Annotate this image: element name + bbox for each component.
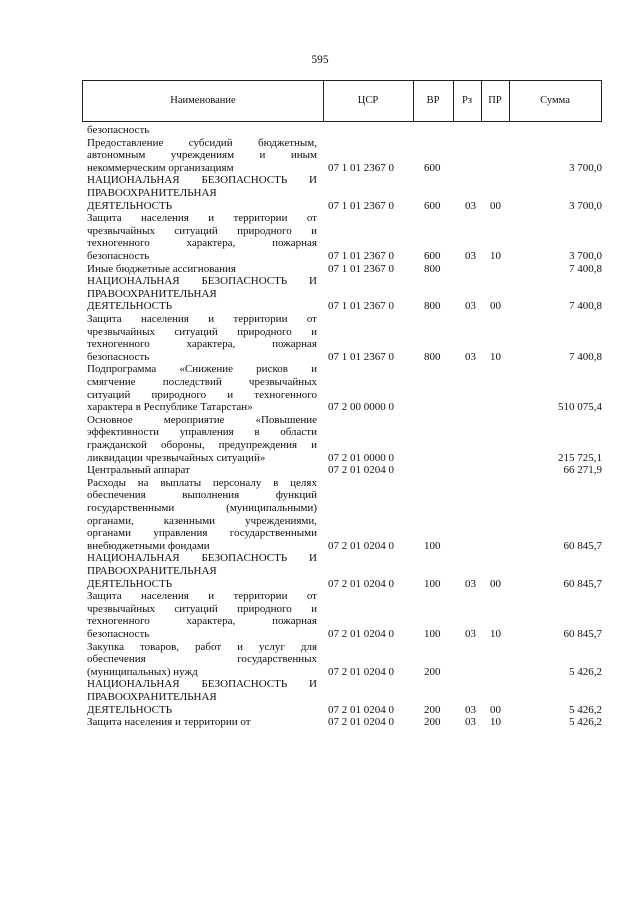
row-vr: 100	[424, 539, 441, 552]
row-name-line: безопасность	[87, 249, 150, 262]
row-name	[87, 124, 317, 137]
table-row	[82, 716, 602, 729]
row-sum: 3 700,0	[569, 161, 602, 174]
row-name-line: ПРАВООХРАНИТЕЛЬНАЯ	[87, 690, 217, 703]
row-name	[87, 716, 317, 729]
row-name	[87, 477, 317, 553]
row-name-line: НАЦИОНАЛЬНАЯ БЕЗОПАСНОСТЬ И	[87, 275, 317, 288]
header-name: Наименование	[170, 95, 236, 106]
row-name	[87, 263, 317, 276]
row-csr: 07 2 01 0204 0	[328, 716, 394, 729]
row-sum: 510 075,4	[558, 401, 602, 414]
row-name-line: ситуаций природного и техногенного	[87, 388, 317, 401]
row-name-line: внебюджетными фондами	[87, 539, 210, 552]
row-csr: 07 2 01 0204 0	[328, 703, 394, 716]
table-header	[82, 80, 602, 122]
row-name-line: (муниципальных) нужд	[87, 665, 198, 678]
row-rz: 03	[465, 350, 476, 363]
row-pr: 00	[490, 577, 501, 590]
table-row	[82, 477, 602, 553]
table-row	[82, 137, 602, 175]
row-name	[87, 678, 317, 716]
row-rz: 03	[465, 716, 476, 729]
row-sum: 215 725,1	[558, 451, 602, 464]
row-pr: 00	[490, 199, 501, 212]
row-csr: 07 1 01 2367 0	[328, 161, 394, 174]
row-name-line: Защита населения и территории от	[87, 313, 317, 325]
row-csr: 07 2 01 0204 0	[328, 539, 394, 552]
row-rz: 03	[465, 627, 476, 640]
table-row	[82, 590, 602, 640]
row-name	[87, 174, 317, 212]
row-name	[87, 464, 317, 477]
row-sum: 66 271,9	[563, 464, 602, 477]
header-sum: Сумма	[540, 95, 570, 106]
row-name-line: автономным учреждениям и иным	[87, 149, 317, 162]
row-rz: 03	[465, 249, 476, 262]
row-name-line: НАЦИОНАЛЬНАЯ БЕЗОПАСНОСТЬ И	[87, 552, 317, 565]
row-name	[87, 641, 317, 679]
row-name-line: чрезвычайных ситуаций природного и	[87, 602, 317, 615]
row-name-line: ДЕЯТЕЛЬНОСТЬ	[87, 577, 173, 590]
row-sum: 7 400,8	[569, 350, 602, 363]
table-row	[82, 414, 602, 464]
row-name-line: чрезвычайных ситуаций природного и	[87, 325, 317, 338]
row-sum: 7 400,8	[569, 262, 602, 275]
row-name-line: Защита населения и территории от	[87, 716, 251, 729]
table-row	[82, 263, 602, 276]
row-name-line: Центральный аппарат	[87, 464, 190, 477]
row-rz: 03	[465, 577, 476, 590]
table-row	[82, 212, 602, 262]
row-name-line: органами, казенными учреждениями,	[87, 514, 317, 527]
row-name	[87, 552, 317, 590]
row-name-line: ПРАВООХРАНИТЕЛЬНАЯ	[87, 186, 217, 199]
row-vr: 600	[424, 249, 441, 262]
row-vr: 200	[424, 716, 441, 729]
row-name-line: НАЦИОНАЛЬНАЯ БЕЗОПАСНОСТЬ И	[87, 678, 317, 691]
row-name-line: техногенного характера, пожарная	[87, 237, 317, 250]
row-sum: 60 845,7	[563, 539, 602, 552]
row-name-line: Иные бюджетные ассигнования	[87, 262, 236, 275]
row-csr: 07 1 01 2367 0	[328, 262, 394, 275]
row-pr: 10	[490, 716, 501, 729]
row-name-line: обеспечения государственных	[87, 653, 317, 666]
table-row	[82, 275, 602, 313]
row-name-line: безопасность	[87, 124, 150, 136]
row-csr: 07 1 01 2367 0	[328, 350, 394, 363]
row-csr: 07 2 01 0204 0	[328, 464, 394, 477]
row-pr: 10	[490, 350, 501, 363]
table-row	[82, 124, 602, 137]
row-name-line: безопасность	[87, 350, 150, 363]
row-vr: 100	[424, 627, 441, 640]
row-name-line: Предоставление субсидий бюджетным,	[87, 136, 317, 149]
table-row	[82, 641, 602, 679]
row-vr: 800	[424, 350, 441, 363]
row-name-line: техногенного характера, пожарная	[87, 615, 317, 628]
row-name-line: Закупка товаров, работ и услуг для	[87, 640, 317, 653]
table-row	[82, 363, 602, 413]
row-csr: 07 2 01 0204 0	[328, 577, 394, 590]
row-name	[87, 414, 317, 464]
row-pr: 00	[490, 703, 501, 716]
row-sum: 3 700,0	[569, 199, 602, 212]
row-csr: 07 2 00 0000 0	[328, 401, 394, 414]
row-csr: 07 1 01 2367 0	[328, 249, 394, 262]
row-vr: 100	[424, 577, 441, 590]
row-name-line: Защита населения и территории от	[87, 212, 317, 225]
row-name	[87, 137, 317, 175]
row-pr: 10	[490, 249, 501, 262]
row-name-line: эффективности управления в области	[87, 426, 317, 439]
row-sum: 60 845,7	[563, 627, 602, 640]
row-csr: 07 1 01 2367 0	[328, 199, 394, 212]
table-row	[82, 313, 602, 363]
row-csr: 07 1 01 2367 0	[328, 300, 394, 313]
row-vr: 200	[424, 703, 441, 716]
row-name-line: НАЦИОНАЛЬНАЯ БЕЗОПАСНОСТЬ И	[87, 174, 317, 187]
row-name-line: характера в Республике Татарстан»	[87, 401, 253, 414]
row-rz: 03	[465, 300, 476, 313]
row-sum: 5 426,2	[569, 665, 602, 678]
row-name-line: Расходы на выплаты персоналу в целях	[87, 476, 317, 489]
row-csr: 07 2 01 0000 0	[328, 451, 394, 464]
row-name	[87, 363, 317, 413]
row-rz: 03	[465, 199, 476, 212]
row-sum: 7 400,8	[569, 300, 602, 313]
row-vr: 800	[424, 300, 441, 313]
row-sum: 5 426,2	[569, 703, 602, 716]
row-pr: 10	[490, 627, 501, 640]
row-vr: 600	[424, 161, 441, 174]
table-row	[82, 464, 602, 477]
table-row	[82, 174, 602, 212]
header-rz: Рз	[462, 95, 472, 106]
row-name	[87, 313, 317, 363]
row-name-line: ДЕЯТЕЛЬНОСТЬ	[87, 300, 173, 313]
row-name-line: ДЕЯТЕЛЬНОСТЬ	[87, 703, 173, 716]
page-number: 595	[311, 54, 329, 66]
row-sum: 60 845,7	[563, 577, 602, 590]
row-name-line: государственными (муниципальными)	[87, 501, 317, 514]
row-name-line: некоммерческим организациям	[87, 161, 234, 174]
row-name-line: безопасность	[87, 627, 150, 640]
row-sum: 5 426,2	[569, 716, 602, 729]
row-name-line: обеспечения выполнения функций	[87, 489, 317, 502]
row-name	[87, 590, 317, 640]
row-csr: 07 2 01 0204 0	[328, 665, 394, 678]
row-name	[87, 212, 317, 262]
row-vr: 600	[424, 199, 441, 212]
row-name-line: смягчение последствий чрезвычайных	[87, 375, 317, 388]
row-name-line: Основное мероприятие «Повышение	[87, 413, 317, 426]
row-vr: 800	[424, 262, 441, 275]
row-csr: 07 2 01 0204 0	[328, 627, 394, 640]
row-name-line: Подпрограмма «Снижение рисков и	[87, 363, 317, 376]
header-vr: ВР	[426, 95, 440, 106]
table-row	[82, 552, 602, 590]
row-name-line: ДЕЯТЕЛЬНОСТЬ	[87, 199, 173, 212]
row-name-line: чрезвычайных ситуаций природного и	[87, 224, 317, 237]
table-row	[82, 678, 602, 716]
row-name-line: ПРАВООХРАНИТЕЛЬНАЯ	[87, 564, 217, 577]
header-csr: ЦСР	[357, 95, 379, 106]
row-pr: 00	[490, 300, 501, 313]
row-name-line: техногенного характера, пожарная	[87, 338, 317, 351]
row-vr: 200	[424, 665, 441, 678]
row-name	[87, 275, 317, 313]
row-name-line: гражданской обороны, предупреждения и	[87, 438, 317, 451]
row-name-line: ликвидации чрезвычайных ситуаций»	[87, 451, 266, 464]
row-name-line: Защита населения и территории от	[87, 590, 317, 603]
header-pr: ПР	[488, 95, 502, 106]
row-rz: 03	[465, 703, 476, 716]
row-name-line: ПРАВООХРАНИТЕЛЬНАЯ	[87, 287, 217, 300]
row-sum: 3 700,0	[569, 249, 602, 262]
row-name-line: органами управления государственными	[87, 527, 317, 540]
